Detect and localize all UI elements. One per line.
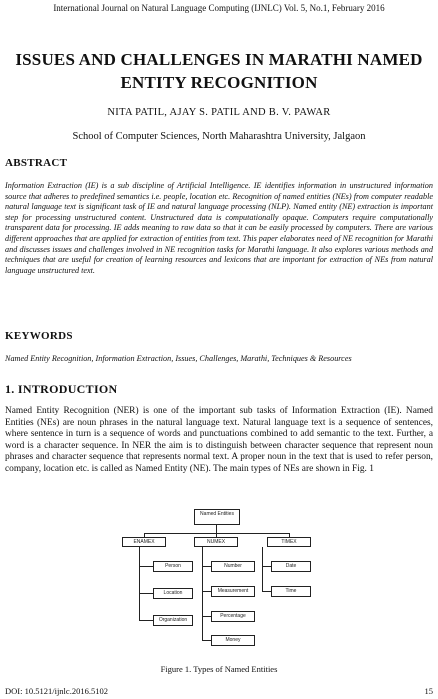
node-timex: TIMEX <box>267 537 311 547</box>
node-date: Date <box>271 561 311 572</box>
node-measurement: Measurement <box>211 586 255 597</box>
node-money: Money <box>211 635 255 646</box>
title-line-2: ENTITY RECOGNITION <box>120 73 318 92</box>
edge-time <box>262 591 271 592</box>
affiliation: School of Computer Sciences, North Maharashtra University, Jalgaon <box>72 131 366 142</box>
node-organization: Organization <box>153 615 193 626</box>
abstract-heading: ABSTRACT <box>5 157 68 169</box>
title-line-1: ISSUES AND CHALLENGES IN MARATHI NAMED <box>15 50 423 69</box>
edge-measurement <box>202 591 211 592</box>
edge-organization <box>139 620 153 621</box>
node-time: Time <box>271 586 311 597</box>
edge-numex-spine <box>202 547 203 640</box>
node-percentage: Percentage <box>211 611 255 622</box>
keywords-text: Named Entity Recognition, Information Extraction, Issues, Challenges, Marathi, Techniques & Resources <box>5 354 352 363</box>
edge-timex-spine <box>262 547 263 592</box>
running-head: International Journal on Natural Language Computing (IJNLC) Vol. 5, No.1, February 2016 <box>53 3 385 13</box>
node-location: Location <box>153 588 193 599</box>
figure-caption: Figure 1. Types of Named Entities <box>160 664 278 674</box>
footer-page-number: 15 <box>424 686 433 696</box>
introduction-heading: 1. INTRODUCTION <box>5 382 118 396</box>
edge-location <box>139 593 153 594</box>
abstract-text: Information Extraction (IE) is a sub discipline of Artificial Intelligence. IE identifies information in unstructured information source that adheres to predefined semantics i.e. people, location etc. Recognition of named entities (NEs) from computer readable natural language text is significant task of IE and natural language processing (NLP). Named entity (NE) extraction is important step for processing unstructured content. Unstructured data is computationally opaque. Computers require computationally transparent data for processing. IE adds meaning to raw data so that it can be easily processed by computers. There are various different approaches that are applied for extraction of entities from text. This paper elaborates need of NE recognition for Marathi and discusses issues and challenges involved in NE recognition tasks for Marathi language. It also explores various methods and techniques that are useful for creation of learning resources and lexicons that are important for extraction of NEs from natural language unstructured text. <box>5 181 433 275</box>
ne-types-diagram <box>117 507 317 657</box>
node-person: Person <box>153 561 193 572</box>
node-number: Number <box>211 561 255 572</box>
paper-title <box>10 48 428 94</box>
edge-date <box>262 566 271 567</box>
introduction-text: Named Entity Recognition (NER) is one of the important sub tasks of Information Extraction (IE). Named Entities (NEs) are noun phrases in the natural language text. Natural language text is a sequence of sentences, where sentence in turn is a sequence of words and punctuations combined to add semantic to the text. Further, a word is a character sequence. In NER the aim is to distinguish between character sequence that represent noun phrases and character sequence that represents normal text. A proper noun in the text that is used to refer person, company, location etc. is called as Named Entity (NE). The main types of NEs are shown in Fig. 1 <box>5 406 433 474</box>
edge-person <box>139 566 153 567</box>
edge-enamex-spine <box>139 547 140 621</box>
edge-level1-bar <box>144 533 290 534</box>
keywords-heading: KEYWORDS <box>5 330 73 342</box>
authors: NITA PATIL, AJAY S. PATIL AND B. V. PAWAR <box>107 107 331 118</box>
node-root: Named Entities <box>194 509 240 525</box>
edge-percentage <box>202 616 211 617</box>
edge-number <box>202 566 211 567</box>
edge-money <box>202 640 211 641</box>
node-numex: NUMEX <box>194 537 238 547</box>
footer-doi: DOI: 10.5121/ijnlc.2016.5102 <box>5 686 108 696</box>
edge-root <box>216 525 217 533</box>
node-enamex: ENAMEX <box>122 537 166 547</box>
